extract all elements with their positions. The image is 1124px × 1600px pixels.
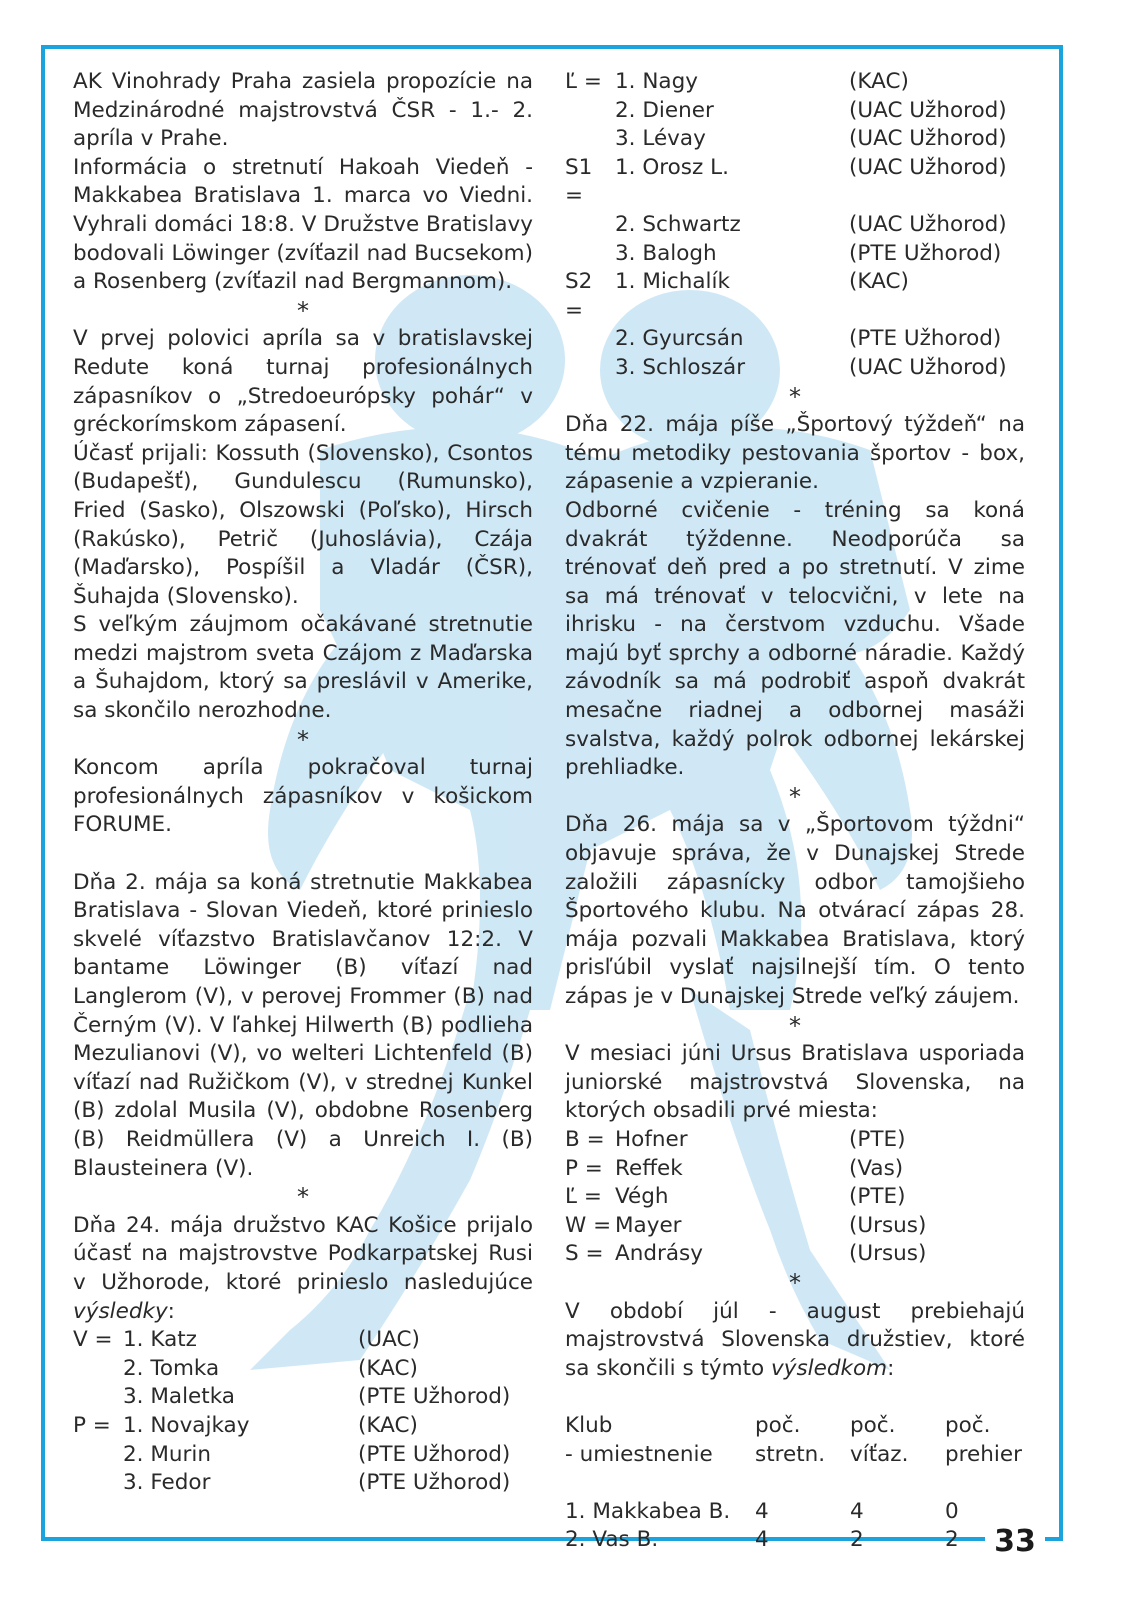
wrestler-name: 3. Lévay — [615, 126, 706, 152]
weight-category: S1 = — [565, 154, 593, 209]
weight-category: S2 = — [565, 269, 593, 323]
weight-category: P = — [73, 1412, 111, 1438]
wrestler-name: 3. Schloszár — [615, 354, 746, 380]
juniors-list — [565, 1126, 1025, 1269]
club-name: (KAC) — [358, 1355, 418, 1381]
wrestler-name: 1. Nagy — [615, 69, 698, 94]
wrestler-name: 2. Tomka — [123, 1355, 220, 1381]
wrestler-name: Hofner — [615, 1126, 688, 1152]
paragraph: S veľkým záujmom očakávané stretnutie medzi majstrom sveta Czájom z Maďarska a Šuhajdom, ktorý sa preslávil v Amerike, sa skončilo nerozhodne. — [73, 612, 533, 724]
wrestler-name: 3. Maletka — [123, 1384, 235, 1410]
results-list — [73, 1326, 533, 1498]
weight-category: Ľ = — [565, 69, 602, 94]
club-name: (UAC) — [358, 1327, 420, 1353]
table-header-cell: - umiestnenie — [565, 1441, 713, 1467]
club-name: (UAC Užhorod) — [849, 354, 1007, 380]
club-name: (KAC) — [358, 1412, 418, 1438]
table-header-cell: poč. — [945, 1412, 991, 1438]
right-column — [565, 68, 1025, 1555]
weight-category — [565, 325, 615, 354]
separator-asterisk: * — [789, 382, 801, 411]
separator-asterisk: * — [789, 1268, 801, 1297]
wrestler-name: 1. Novajkay — [123, 1412, 250, 1438]
weight-category: P = — [565, 1155, 603, 1181]
table-header-row — [565, 1412, 1025, 1441]
wrestler-name: Végh — [615, 1184, 669, 1210]
table-cell: 4 — [755, 1498, 769, 1524]
weight-category — [565, 354, 615, 383]
paragraph-text: : — [887, 1355, 895, 1381]
wrestler-name: 2. Murin — [123, 1441, 211, 1467]
table-cell: 0 — [945, 1498, 959, 1524]
paragraph: Dňa 22. mája píše „Športový týždeň“ na tému metodiky pestovania športov - box, zápasenie a vzpieranie. — [565, 412, 1025, 495]
wrestler-name: Mayer — [615, 1212, 682, 1238]
paragraph: Koncom apríla pokračoval turnaj profesionálnych zápasníkov v košickom FORUME. — [73, 755, 533, 838]
separator-asterisk: * — [789, 1011, 801, 1040]
table-header-cell: poč. — [850, 1412, 896, 1438]
table-header-cell: prehier — [945, 1441, 1022, 1467]
wrestler-name: 2. Diener — [615, 97, 714, 123]
paragraph-text: Dňa 24. mája družstvo KAC Košice prijalo účasť na majstrovstve Podkarpatskej Rusi v Užhorode, ktoré prinieslo nasledujúce — [73, 1212, 533, 1295]
paragraph: Odborné cvičenie - tréning sa koná dvakrát týždenne. Neodporúča sa trénovať deň pred a po stretnutí. V zime sa má trénovať v telocvični, v lete na ihrisku - na čerstvom vzduchu. Všade majú byť sprchy a odborné náradie. Každý závodník sa má podrobiť aspoň dvakrát mesačne riadnej a odbornej masáži svalstva, každý polrok odbornej lekárskej prehliadke. — [565, 497, 1025, 781]
paragraph — [565, 1298, 1025, 1384]
paragraph: V prvej polovici apríla sa v bratislavskej Redute koná turnaj profesionálnych zápasníkov o „Stredoeurópsky pohár“ v gréckorímskom zápasení. — [73, 326, 533, 438]
table-header-cell: poč. — [755, 1412, 801, 1438]
club-name: (UAC Užhorod) — [849, 154, 1007, 180]
table-body — [565, 1498, 1025, 1555]
paragraph: Informácia o stretnutí Hakoah Viedeň - Makkabea Bratislava 1. marca vo Viedni. Vyhrali domáci 18:8. V Družstve Bratislavy bodovali Löwinger (zvíťazil nad Bucsekom) a Rosenberg (zvíťazil nad Bergmannom). — [73, 154, 534, 295]
weight-category — [565, 240, 615, 269]
wrestler-name: 3. Balogh — [615, 240, 717, 266]
page-number: 33 — [994, 1523, 1036, 1559]
club-name: (UAC Užhorod) — [849, 97, 1007, 123]
table-cell: 2. Vas B. — [565, 1527, 659, 1553]
club-name: (PTE Užhorod) — [849, 240, 1002, 266]
left-column — [73, 68, 533, 1498]
wrestler-name: Andrásy — [615, 1241, 703, 1267]
italic-text: výsledky — [73, 1298, 168, 1324]
weight-category: Ľ = — [565, 1184, 602, 1210]
paragraph: V mesiaci júni Ursus Bratislava usporiada juniorské majstrovstvá Slovenska, na ktorých obsadili prvé miesta: — [565, 1041, 1025, 1124]
club-name: (KAC) — [849, 269, 909, 295]
paragraph-text: V období júl - august prebiehajú majstrovstvá Slovenska družstiev, ktoré sa skončili s týmto — [565, 1298, 1025, 1381]
club-name: (PTE Užhorod) — [358, 1470, 511, 1496]
table-header-row — [565, 1441, 1025, 1470]
table-cell: 2 — [850, 1527, 864, 1553]
table-cell: 4 — [850, 1498, 864, 1524]
table-cell: 2 — [945, 1527, 959, 1553]
weight-category: W = — [565, 1212, 612, 1238]
table-header-cell: víťaz. — [850, 1441, 909, 1467]
weight-category — [565, 97, 615, 126]
club-name: (UAC Užhorod) — [849, 126, 1007, 152]
paragraph: AK Vinohrady Praha zasiela propozície na Medzinárodné majstrovstvá ČSR - 1.- 2. apríla v Prahe. — [73, 69, 533, 152]
paragraph: Dňa 26. mája sa v „Športovom týždni“ objavuje správa, že v Dunajskej Strede založili zápasnícky odbor tamojšieho Športového klubu. Na otvárací zápas 28. mája pozvali Makkabea Bratislava, ktorý prisľúbil vyslať najsilnejší tím. O tento zápas je v Dunajskej Strede veľký záujem. — [565, 812, 1025, 1009]
weight-category — [73, 1383, 123, 1412]
weight-category: V = — [73, 1327, 113, 1353]
table-row — [565, 1498, 1025, 1527]
club-name: (PTE) — [849, 1126, 906, 1152]
wrestler-name: 1. Orosz L. — [615, 154, 729, 180]
table-row — [565, 1526, 1025, 1555]
separator-asterisk: * — [789, 782, 801, 811]
table-header-cell: Klub — [565, 1412, 613, 1438]
weight-category — [73, 1441, 123, 1470]
wrestler-name: 3. Fedor — [123, 1470, 211, 1496]
club-name: (Vas) — [849, 1155, 904, 1181]
separator-asterisk: * — [297, 1183, 309, 1212]
separator-asterisk: * — [297, 725, 309, 754]
club-name: (PTE Užhorod) — [849, 326, 1002, 352]
wrestler-name: 1. Michalík — [615, 269, 730, 295]
wrestler-name: Reffek — [615, 1155, 683, 1181]
table-cell: 4 — [755, 1527, 769, 1553]
club-name: (PTE Užhorod) — [358, 1384, 511, 1410]
club-name: (Ursus) — [849, 1241, 927, 1267]
table-cell: 1. Makkabea B. — [565, 1498, 731, 1524]
weight-category — [73, 1355, 123, 1384]
club-name: (UAC Užhorod) — [849, 211, 1007, 237]
weight-category — [73, 1469, 123, 1498]
weight-category — [565, 125, 615, 154]
club-name: (KAC) — [849, 69, 909, 94]
weight-category: B = — [565, 1126, 605, 1152]
weight-category — [565, 211, 615, 240]
separator-asterisk: * — [297, 296, 309, 325]
results-list — [565, 68, 1025, 383]
wrestler-name: 1. Katz — [123, 1327, 197, 1353]
italic-text: výsledkom — [771, 1355, 888, 1381]
club-name: (Ursus) — [849, 1212, 927, 1238]
club-name: (PTE) — [849, 1184, 906, 1210]
weight-category: S = — [565, 1241, 604, 1267]
wrestler-name: 2. Gyurcsán — [615, 326, 744, 352]
paragraph: Dňa 2. mája sa koná stretnutie Makkabea Bratislava - Slovan Viedeň, ktoré prinieslo skvelé víťazstvo Bratislavčanov 12:2. V bantame Löwinger (B) víťazí nad Langlerom (V), v perovej Frommer (B) nad Černým (V). V ľahkej Hilwerth (B) podlieha Mezulianovi (V), vo welteri Lichtenfeld (B) víťazí nad Ružičkom (V), v strednej Kunkel (B) zdolal Musila (V), obdobne Rosenberg (B) Reidmüllera (V) a Unreich I. (B) Blausteinera (V). — [73, 869, 533, 1181]
table-header-cell: stretn. — [755, 1441, 826, 1467]
paragraph: Účasť prijali: Kossuth (Slovensko), Csontos (Budapešť), Gundulescu (Rumunsko), Fried (Sasko), Olszowski (Poľsko), Hirsch (Rakúsko), Petrič (Juhoslávia), Czája (Maďarsko), Pospíšil a Vladár (ČSR), Šuhajda (Slovensko). — [73, 440, 533, 609]
paragraph-text: : — [167, 1298, 175, 1324]
paragraph — [73, 1212, 533, 1326]
wrestler-name: 2. Schwartz — [615, 211, 741, 237]
club-name: (PTE Užhorod) — [358, 1441, 511, 1467]
